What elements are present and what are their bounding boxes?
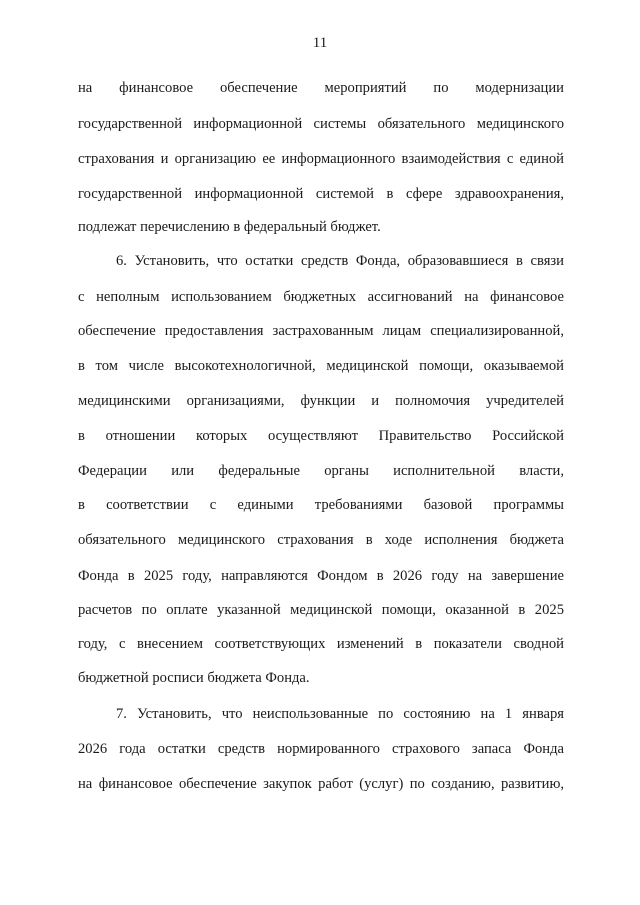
text-line: в соответствии с едиными требованиями базовой программы: [78, 497, 564, 513]
text-line: страхования и организацию ее информационного взаимодействия с единой: [78, 151, 564, 167]
text-line: обеспечение предоставления застрахованным лицам специализированной,: [78, 323, 564, 339]
text-line: на финансовое обеспечение мероприятий по модернизации: [78, 80, 564, 96]
text-line: в том числе высокотехнологичной, медицинской помощи, оказываемой: [78, 358, 564, 374]
text-line: Фонда в 2025 году, направляются Фондом в 2026 году на завершение: [78, 568, 564, 584]
text-line: в отношении которых осуществляют Правительство Российской: [78, 428, 564, 444]
paragraph-start-line: 7. Установить, что неиспользованные по состоянию на 1 января: [116, 706, 564, 722]
text-line: 2026 года остатки средств нормированного страхового запаса Фонда: [78, 741, 564, 757]
text-line: бюджетной росписи бюджета Фонда.: [78, 670, 310, 686]
page-number: 11: [312, 35, 328, 51]
text-line: медицинскими организациями, функции и полномочия учредителей: [78, 393, 564, 409]
paragraph-start-line: 6. Установить, что остатки средств Фонда, образовавшиеся в связи: [116, 253, 564, 269]
text-line: году, с внесением соответствующих изменений в показатели сводной: [78, 636, 564, 652]
text-line: обязательного медицинского страхования в ходе исполнения бюджета: [78, 532, 564, 548]
text-line: государственной информационной системой в сфере здравоохранения,: [78, 186, 564, 202]
text-line: расчетов по оплате указанной медицинской помощи, оказанной в 2025: [78, 602, 564, 618]
text-line: подлежат перечислению в федеральный бюджет.: [78, 219, 381, 235]
text-line: с неполным использованием бюджетных ассигнований на финансовое: [78, 289, 564, 305]
text-line: Федерации или федеральные органы исполнительной власти,: [78, 463, 564, 479]
text-line: на финансовое обеспечение закупок работ (услуг) по созданию, развитию,: [78, 776, 564, 792]
text-line: государственной информационной системы обязательного медицинского: [78, 116, 564, 132]
